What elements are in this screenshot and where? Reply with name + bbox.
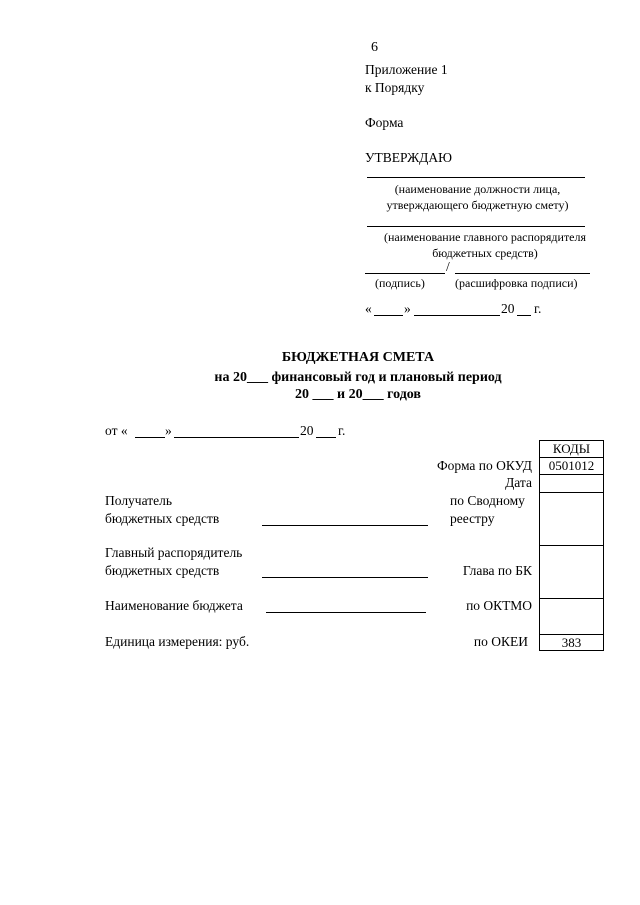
decoding-line: [455, 273, 590, 274]
date-code-cell: [539, 474, 604, 493]
manager-label-1: Главный распорядитель: [105, 545, 243, 560]
recipient-label-2: бюджетных средств: [105, 511, 220, 526]
manager-fill-line: [262, 577, 428, 578]
manager-note-1: (наименование главного распорядителя: [383, 230, 587, 244]
date-label: Дата: [505, 475, 532, 490]
position-note-2: утверждающего бюджетную смету): [386, 198, 569, 212]
from-year-line: [316, 437, 336, 438]
position-note-1: (наименование должности лица,: [394, 182, 561, 196]
from-month-line: [174, 437, 299, 438]
approve-date-open: «: [365, 301, 372, 316]
position-line: [367, 177, 585, 178]
from-date-close: »: [165, 423, 172, 438]
unit-label: Единица измерения: руб.: [105, 634, 250, 649]
registry-label-1: по Сводному: [450, 493, 525, 508]
recipient-line: [262, 525, 428, 526]
registry-code-cell: [539, 492, 604, 546]
form-label: Форма: [365, 115, 404, 130]
bk-label: Глава по БК: [462, 563, 532, 578]
budget-name-line: [266, 612, 426, 613]
manager-label-2: бюджетных средств: [105, 563, 220, 578]
approve-year-line: [517, 315, 531, 316]
from-day-line: [135, 437, 165, 438]
appendix-line-1: Приложение 1: [365, 62, 448, 77]
approve-day-line: [374, 315, 403, 316]
doc-subtitle-2: 20 ___ и 20___ годов: [295, 387, 421, 402]
approve-date-close: »: [404, 301, 411, 316]
page-number: 6: [371, 40, 378, 55]
codes-header: КОДЫ: [539, 440, 604, 458]
from-date-prefix: от «: [105, 423, 128, 438]
approve-year-prefix: 20: [501, 301, 515, 316]
budget-name-label: Наименование бюджета: [105, 598, 243, 613]
approve-year-suffix: г.: [534, 301, 542, 316]
approve-title: УТВЕРЖДАЮ: [365, 150, 453, 165]
doc-title: БЮДЖЕТНАЯ СМЕТА: [281, 350, 435, 365]
registry-label-2: реестру: [450, 511, 495, 526]
okud-code-cell: 0501012: [539, 457, 604, 475]
bk-code-cell: [539, 545, 604, 599]
approve-month-line: [414, 315, 500, 316]
signature-line: [365, 273, 445, 274]
doc-subtitle-1: на 20___ финансовый год и плановый период: [214, 370, 502, 385]
signature-slash: /: [446, 259, 450, 274]
okei-label: по ОКЕИ: [473, 634, 528, 649]
signature-note: (подпись): [375, 276, 425, 290]
decoding-note: (расшифровка подписи): [455, 276, 578, 290]
okud-label: Форма по ОКУД: [436, 458, 532, 473]
okei-code-cell: 383: [539, 634, 604, 651]
manager-line: [367, 226, 585, 227]
from-year-prefix: 20: [300, 423, 314, 438]
appendix-line-2: к Порядку: [365, 80, 425, 95]
oktmo-code-cell: [539, 598, 604, 635]
manager-note-2: бюджетных средств): [432, 246, 538, 260]
oktmo-label: по ОКТМО: [466, 598, 532, 613]
from-year-suffix: г.: [338, 423, 346, 438]
recipient-label-1: Получатель: [105, 493, 173, 508]
